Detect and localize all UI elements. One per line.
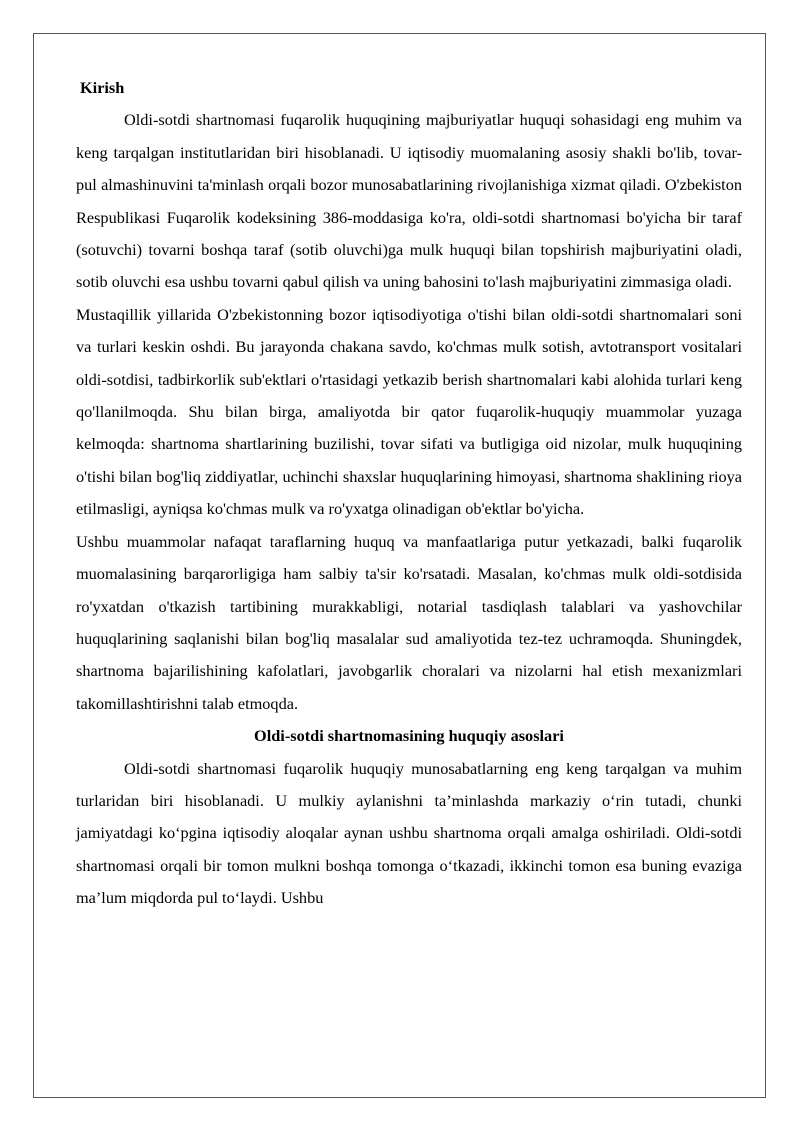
intro-paragraph-1: Oldi-sotdi shartnomasi fuqarolik huquqining majburiyatlar huquqi sohasidagi eng muhim va keng tarqalgan institutlaridan biri hisoblanadi. U iqtisodiy muomalaning asosiy shakli bo'lib, tovar-pul almashinuvini ta'minlash orqali bozor munosabatlarining rivojlanishiga xizmat qiladi. O'zbekiston Respublikasi Fuqarolik kodeksining 386-moddasiga ko'ra, oldi-sotdi shartnomasi bo'yicha bir taraf (sotuvchi) tovarni boshqa taraf (sotib oluvchi)ga mulk huquqi bilan topshirish majburiyatini oladi, sotib oluvchi esa ushbu tovarni qabul qilish va uning bahosini to'lash majburiyatini zimmasiga oladi. — [76, 110, 742, 292]
document-body — [76, 72, 742, 915]
intro-paragraph-3: Ushbu muammolar nafaqat taraflarning huquq va manfaatlariga putur yetkazadi, balki fuqarolik muomalasining barqarorligiga ham salbiy ta'sir ko'rsatadi. Masalan, ko'chmas mulk oldi-sotdisida ro'yxatdan o'tkazish tartibining murakkabligi, notarial tasdiqlash talablari va yashovchilar huquqlarining saqlanishi bilan bog'liq masalalar sud amaliyotida tez-tez uchramoqda. Shuningdek, shartnoma bajarilishining kafolatlari, javobgarlik choralari va nizolarni hal etish mexanizmlari takomillashtirishni talab etmoqda. — [76, 531, 742, 713]
section-paragraph-1: Oldi-sotdi shartnomasi fuqarolik huquqiy munosabatlarning eng keng tarqalgan va muhim turlaridan biri hisoblanadi. U mulkiy aylanishni ta’minlashda markaziy o‘rin tutadi, chunki jamiyatdagi ko‘pgina iqtisodiy aloqalar aynan ushbu shartnoma orqali amalga oshiriladi. Oldi-sotdi shartnomasi orqali bir tomon mulkni boshqa tomonga o‘tkazadi, ikkinchi tomon esa buning evaziga ma’lum miqdorda pul to‘laydi. Ushbu — [76, 758, 742, 908]
intro-paragraph-2: Mustaqillik yillarida O'zbekistonning bozor iqtisodiyotiga o'tishi bilan oldi-sotdi shartnomalari soni va turlari keskin oshdi. Bu jarayonda chakana savdo, ko'chmas mulk sotish, avtotransport vositalari oldi-sotdisi, tadbirkorlik sub'ektlari o'rtasidagi yetkazib berish shartnomalari kabi alohida turlari keng qo'llanilmoqda. Shu bilan birga, amaliyotda bir qator fuqarolik-huquqiy muammolar yuzaga kelmoqda: shartnoma shartlarining buzilishi, tovar sifati va butligiga oid nizolar, mulk huquqining o'tishi bilan bog'liq ziddiyatlar, uchinchi shaxslar huquqlarining himoyasi, shartnoma shaklining rioya etilmasligi, ayniqsa ko'chmas mulk va ro'yxatga olinadigan ob'ektlar bo'yicha. — [76, 304, 742, 519]
section-heading: Oldi-sotdi shartnomasining huquqiy asoslari — [254, 726, 564, 746]
intro-heading: Kirish — [80, 78, 125, 97]
